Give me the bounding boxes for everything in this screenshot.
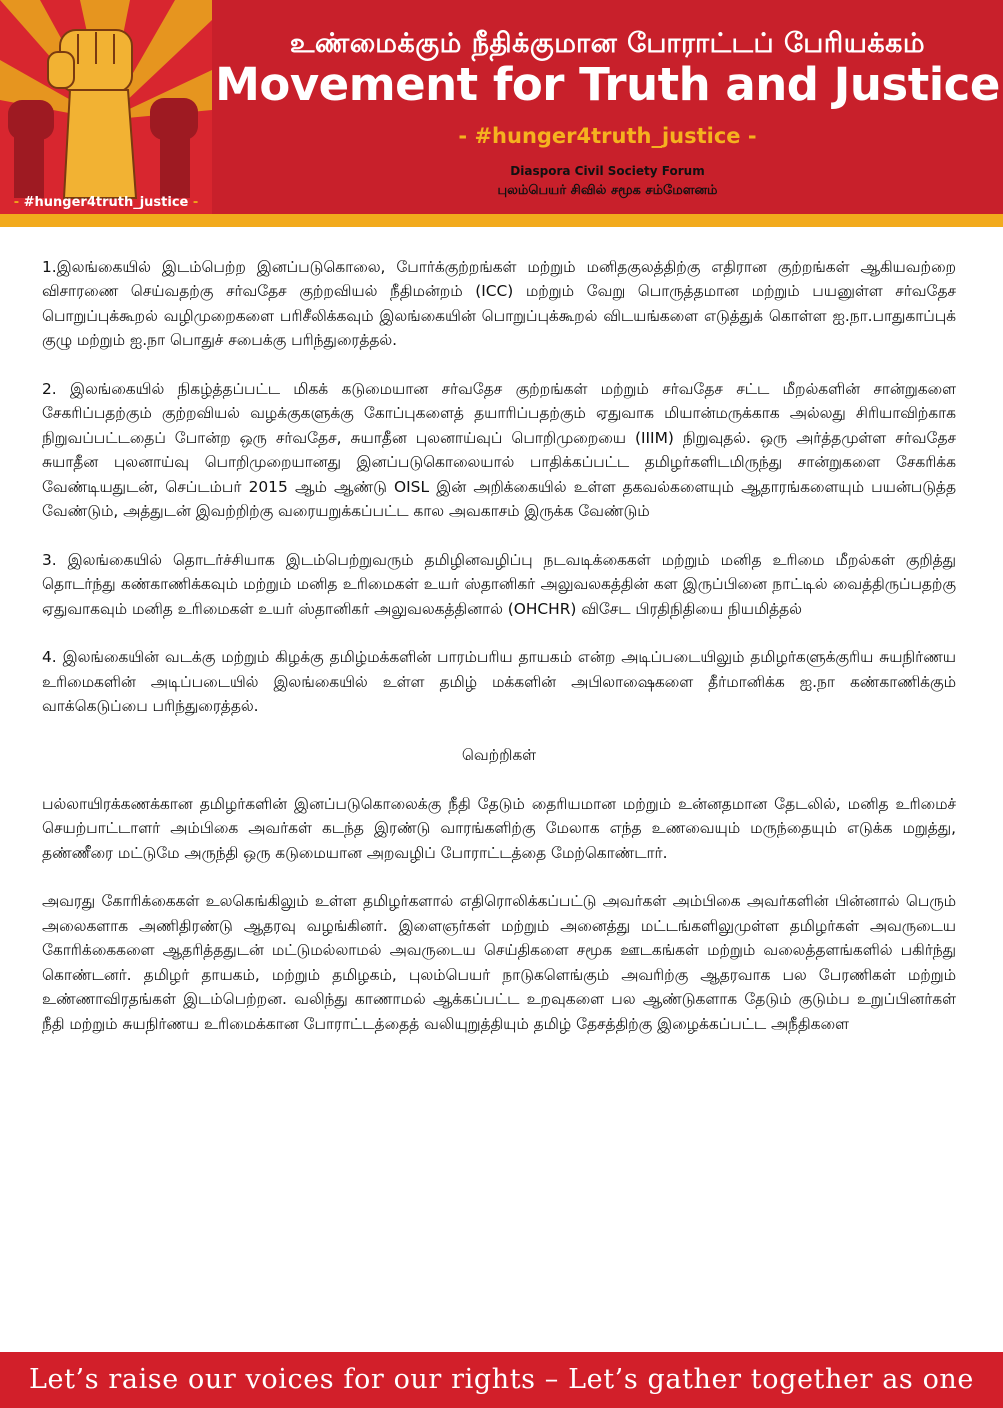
raised-fists-icon bbox=[0, 0, 212, 214]
footer-banner bbox=[0, 1352, 1003, 1408]
gold-divider bbox=[0, 214, 1003, 227]
forum-english: Diaspora Civil Society Forum bbox=[510, 164, 705, 178]
section-heading: வெற்றிகள் bbox=[461, 746, 537, 765]
header-text bbox=[212, 0, 1003, 214]
logo-hashtag: - #hunger4truth_justice - bbox=[13, 195, 199, 210]
paragraph-1: 1.இலங்கையில் இடம்பெற்ற இனப்படுகொலை, போர்க்குற்றங்கள் மற்றும் மனிதகுலத்திற்கு எதிரான குற்றங்கள் ஆகியவற்றை விசாரணை செய்வதற்கு சர்வதேச குற்றவியல் நீதிமன்றம் (ICC) மற்றும் வேறு பொருத்தமான மற்றும் பயனுள்ள சர்வதேச பொறுப்புக்கூறல் வழிமுறைகளை பரிசீலிக்கவும் இலங்கையின் பொறுப்புக்கூறல் விடயங்களை எடுத்துக் கொள்ள ஐ.நா.பாதுகாப்புக் குழு மற்றும் ஐ.நா பொதுச் சபைக்கு பரிந்துரைத்தல். bbox=[42, 258, 956, 350]
paragraph-4: 4. இலங்கையின் வடக்கு மற்றும் கிழக்கு தமிழ்மக்களின் பாரம்பரிய தாயகம் என்ற அடிப்படையிலும் தமிழர்களுக்குரிய சுயநிர்ணய உரிமைகளின் அடிப்படையில் இலங்கையில் உள்ள தமிழ் மக்களின் அபிலாஷைகளை தீர்மானிக்க ஐ.நா கண்காணிக்கும் வாக்கெடுப்பை பரிந்துரைத்தல். bbox=[42, 648, 956, 716]
footer-slogan: Let’s raise our voices for our rights – Let’s gather together as one bbox=[28, 1364, 974, 1395]
english-title: Movement for Truth and Justice bbox=[215, 58, 1000, 111]
hashtag: - #hunger4truth_justice - bbox=[458, 124, 757, 148]
paragraph-2: 2. இலங்கையில் நிகழ்த்தப்பட்ட மிகக் கடுமையான சர்வதேச குற்றங்கள் மற்றும் சர்வதேச சட்ட மீறல்களின் சான்றுகளை சேகரிப்பதற்கும் குற்றவியல் வழக்குகளுக்கு கோப்புகளைத் தயாரிப்பதற்கும் ஏதுவாக மியான்மருக்காக அல்லது சிரியாவிற்காக நிறுவப்பட்டதைப் போன்ற ஒரு சர்வதேச, சுயாதீன புலனாய்வுப் பொறிமுறையை (IIIM) நிறுவுதல். ஒரு அர்த்தமுள்ள சர்வதேச சுயாதீன புலனாய்வு பொறிமுறையானது இனப்படுகொலையால் பாதிக்கப்பட்ட தமிழர்களிடமிருந்து சான்றுகளை சேகரிக்க வேண்டியதுடன், செப்டம்பர் 2015 ஆம் ஆண்டு OISL இன் அறிக்கையில் உள்ள தகவல்களையும் ஆதாரங்களையும் பயன்படுத்த வேண்டும், அத்துடன் இவற்றிற்கு வரையறுக்கப்பட்ட கால அவகாசம் இருக்க வேண்டும் bbox=[42, 380, 956, 521]
paragraph-6: அவரது கோரிக்கைகள் உலகெங்கிலும் உள்ள தமிழர்களால் எதிரொலிக்கப்பட்டு அவர்கள் அம்பிகை அவர்களின் பின்னால் பெரும் அலைகளாக அணிதிரண்டு ஆதரவு வழங்கினர். இளைஞர்கள் மற்றும் அனைத்து மட்டங்களிலுமுள்ள தமிழர்கள் அவருடைய கோரிக்கைகளை ஆதரித்ததுடன் மட்டுமல்லாமல் அவருடைய செய்திகளை சமூக ஊடகங்கள் மற்றும் வலைத்தளங்களில் பகிர்ந்து கொண்டனர். தமிழர் தாயகம், மற்றும் தமிழகம், புலம்பெயர் நாடுகளெங்கும் அவரிற்கு ஆதரவாக பல பேரணிகள் மற்றும் உண்ணாவிரதங்கள் இடம்பெற்றன. வலிந்து காணாமல் ஆக்கப்பட்ட உறவுகளை பல ஆண்டுகளாக தேடும் குடும்ப உறுப்பினர்கள் நீதி மற்றும் சுயநிர்ணய உரிமைக்கான போராட்டத்தைத் வலியுறுத்தியும் தமிழ் தேசத்திற்கு இழைக்கப்பட்ட அநீதிகளை bbox=[42, 892, 956, 1033]
logo bbox=[0, 0, 212, 214]
forum-tamil: புலம்பெயர் சிவில் சமூக சம்மேளனம் bbox=[497, 183, 718, 198]
header-banner bbox=[0, 0, 1003, 214]
document-body bbox=[42, 255, 956, 1060]
paragraph-5: பல்லாயிரக்கணக்கான தமிழர்களின் இனப்படுகொலைக்கு நீதி தேடும் தைரியமான மற்றும் உன்னதமான தேடலில், மனித உரிமைச் செயற்பாட்டாளர் அம்பிகை அவர்கள் கடந்த இரண்டு வாரங்களிற்கு மேலாக எந்த உணவையும் மருந்தையும் எடுக்க மறுத்து, தண்ணீரை மட்டுமே அருந்தி ஒரு கடுமையான அறவழிப் போராட்டத்தை மேற்கொண்டார். bbox=[42, 794, 956, 862]
tamil-title: உண்மைக்கும் நீதிக்குமான போராட்டப் பேரியக்கம் bbox=[289, 28, 926, 59]
paragraph-3: 3. இலங்கையில் தொடர்ச்சியாக இடம்பெற்றுவரும் தமிழினவழிப்பு நடவடிக்கைகள் மற்றும் மனித உரிமை மீறல்கள் குறித்து தொடர்ந்து கண்காணிக்கவும் மற்றும் மனித உரிமைகள் உயர் ஸ்தானிகர் அலுவலகத்தின் கள இருப்பினை நாட்டில் வைத்திருப்பதற்கு ஏதுவாகவும் மனித உரிமைகள் உயர் ஸ்தானிகர் அலுவலகத்தினால் (OHCHR) விசேட பிரதிநிதியை நியமித்தல் bbox=[42, 550, 956, 618]
